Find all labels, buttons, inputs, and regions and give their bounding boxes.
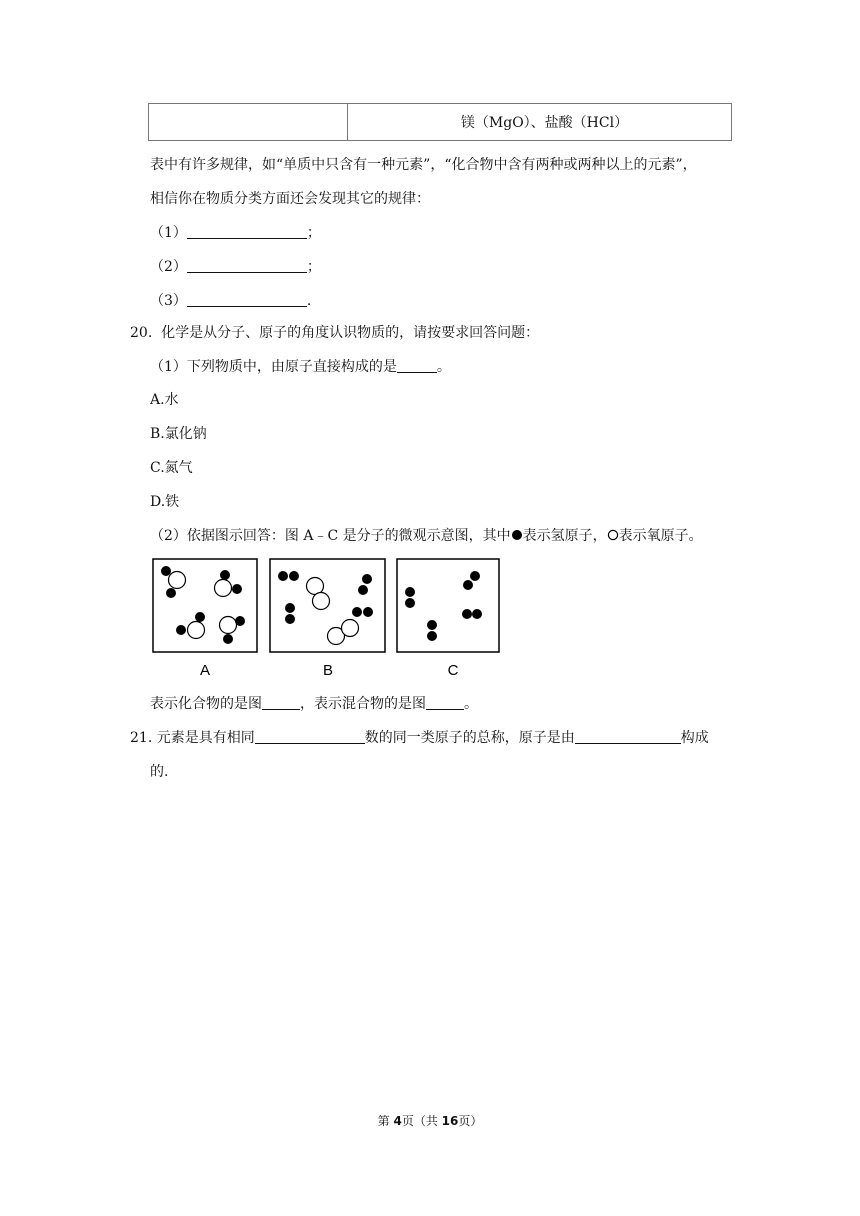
q21-text-c: 构成: [680, 730, 709, 746]
table-cell-substances: 镁（MgO）、盐酸（HCl）: [460, 115, 629, 131]
question-number: 20.: [130, 325, 153, 341]
answer-blank[interactable]: [426, 695, 464, 710]
diagram-a: [153, 559, 257, 652]
table-cell-empty: [149, 104, 348, 140]
diagram-c: [397, 559, 499, 652]
answer-blank[interactable]: [575, 729, 681, 744]
answer-blank[interactable]: [262, 695, 300, 710]
question-number: 21.: [130, 730, 153, 746]
q20-part2-answer: [150, 693, 478, 713]
page-number: 4: [393, 1114, 402, 1128]
hollow-circle-icon: [607, 529, 619, 541]
q21-text-b: 数的同一类原子的总称，原子是由: [364, 730, 575, 746]
footer-text: 页（共: [401, 1114, 442, 1128]
substance-table-row: [148, 103, 732, 141]
diagram-label-b: B: [322, 662, 334, 679]
blank-number: （2）: [150, 259, 187, 275]
part2-text-c: 表示氧原子。: [618, 528, 703, 544]
q21-text-a: 元素是具有相同: [156, 730, 255, 746]
part2-text-b: 表示氢原子，: [522, 528, 607, 544]
blank-end: .: [306, 293, 312, 309]
answer-blank[interactable]: [187, 258, 307, 273]
q19-intro-line2: 相信你在物质分类方面还会发现其它的规律：: [150, 191, 430, 207]
part1-end: 。: [436, 359, 451, 375]
question-text: 化学是从分子、原子的角度认识物质的，请按要求回答问题：: [161, 325, 540, 341]
q19-intro-line1: 表中有许多规律，如“单质中只含有一种元素”，“化合物中含有两种或两种以上的元素”，: [150, 157, 697, 173]
page-total: 16: [441, 1114, 459, 1128]
answer-text-c: 。: [464, 696, 478, 712]
q21-line1: [130, 727, 709, 747]
blank-number: （1）: [150, 225, 187, 241]
part2-text-a: （2）依据图示回答：图 A﹣C 是分子的微观示意图，其中: [150, 528, 511, 544]
option-a: A.水: [150, 392, 179, 408]
footer-text: 页）: [458, 1114, 483, 1128]
answer-text-a: 表示化合物的是图: [150, 696, 262, 712]
answer-blank[interactable]: [255, 729, 365, 744]
footer-text: 第: [377, 1114, 394, 1128]
q20-stem: [130, 322, 539, 342]
q20-part2-prompt: [150, 525, 703, 545]
diagram-b: [270, 559, 385, 652]
q19-blank-1: [150, 222, 321, 242]
q20-part1: [150, 356, 451, 376]
option-c: C.氮气: [150, 460, 193, 476]
option-b: B.氯化钠: [150, 426, 207, 442]
diagram-label-a: A: [199, 662, 211, 679]
page-footer: [0, 1112, 860, 1129]
diagram-label-c: C: [447, 662, 459, 679]
blank-end: ；: [306, 259, 321, 275]
option-d: D.铁: [150, 494, 180, 510]
q19-blank-2: [150, 256, 321, 276]
answer-blank[interactable]: [187, 292, 307, 307]
molecule-diagrams: [150, 555, 510, 680]
q21-text-d: 的.: [150, 764, 169, 780]
answer-blank[interactable]: [187, 224, 307, 239]
blank-end: ；: [306, 225, 321, 241]
answer-blank[interactable]: [397, 358, 437, 373]
filled-circle-icon: [511, 529, 523, 541]
part1-prompt: （1）下列物质中，由原子直接构成的是: [150, 359, 397, 375]
blank-number: （3）: [150, 293, 187, 309]
q19-blank-3: [150, 290, 311, 310]
answer-text-b: ，表示混合物的是图: [300, 696, 426, 712]
